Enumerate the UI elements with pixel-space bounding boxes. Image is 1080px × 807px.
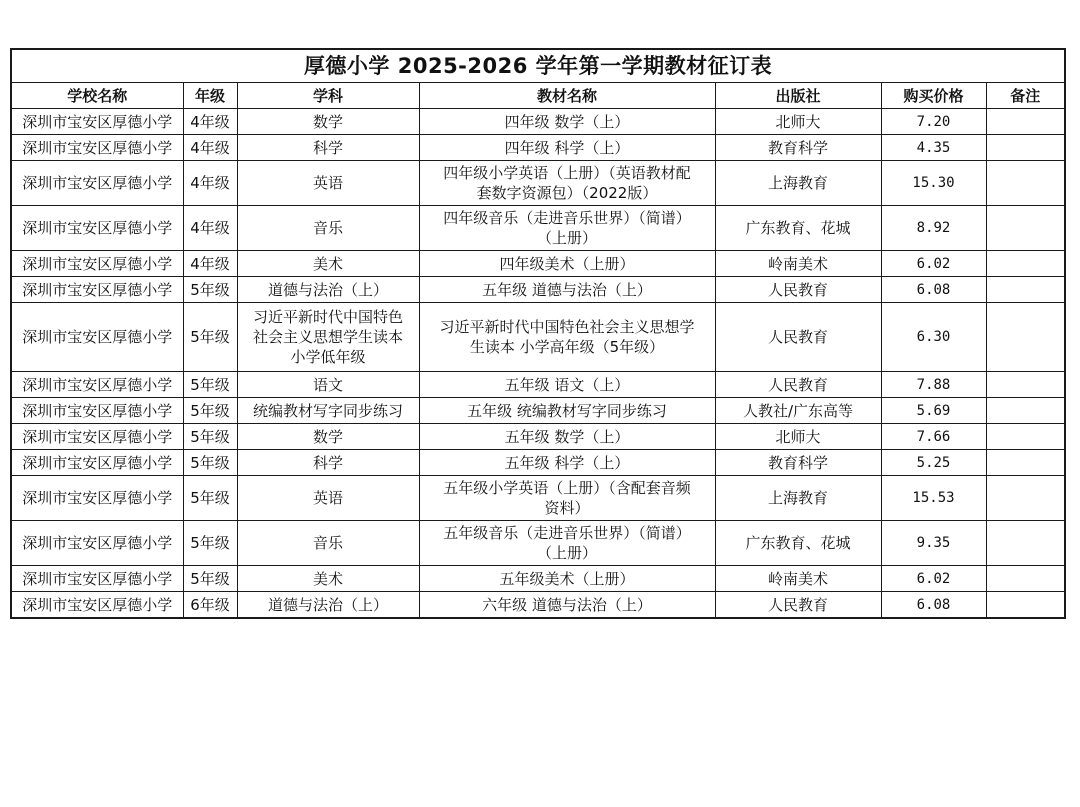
cell-price: 6.30	[881, 303, 986, 372]
cell-price: 6.02	[881, 251, 986, 277]
cell-grade: 5年级	[183, 476, 237, 521]
cell-grade: 4年级	[183, 161, 237, 206]
cell-textbook-line: 套数字资源包）（2022版）	[476, 184, 658, 202]
cell-grade: 5年级	[183, 372, 237, 398]
cell-textbook-line: 资料）	[544, 499, 590, 517]
cell-publisher: 上海教育	[715, 161, 881, 206]
cell-textbook	[419, 303, 715, 372]
cell-textbook	[419, 450, 715, 476]
cell-remark	[986, 450, 1065, 476]
column-header-row	[11, 83, 1065, 109]
cell-publisher: 人教社/广东高等	[715, 398, 881, 424]
cell-grade: 6年级	[183, 592, 237, 619]
cell-grade: 4年级	[183, 206, 237, 251]
table-row	[11, 592, 1065, 619]
cell-subject-line: 音乐	[312, 219, 343, 237]
cell-school: 深圳市宝安区厚德小学	[11, 135, 183, 161]
cell-remark	[986, 424, 1065, 450]
cell-remark	[986, 135, 1065, 161]
cell-subject	[237, 303, 419, 372]
cell-school: 深圳市宝安区厚德小学	[11, 592, 183, 619]
cell-textbook	[419, 109, 715, 135]
cell-textbook-line: 五年级小学英语（上册）（含配套音频	[443, 479, 691, 497]
cell-price: 5.25	[881, 450, 986, 476]
cell-school: 深圳市宝安区厚德小学	[11, 206, 183, 251]
cell-subject-line: 科学	[312, 138, 343, 157]
cell-textbook	[419, 476, 715, 521]
cell-subject	[237, 566, 419, 592]
cell-subject-line: 美术	[312, 569, 343, 588]
table-row	[11, 521, 1065, 566]
cell-subject	[237, 398, 419, 424]
cell-textbook-line: 五年级 道德与法治（上）	[482, 280, 652, 299]
cell-price: 15.30	[881, 161, 986, 206]
table-row	[11, 476, 1065, 521]
cell-remark	[986, 476, 1065, 521]
table-row	[11, 303, 1065, 372]
cell-school: 深圳市宝安区厚德小学	[11, 450, 183, 476]
cell-remark	[986, 109, 1065, 135]
textbook-order-table	[10, 48, 1066, 619]
cell-subject-line: 道德与法治（上）	[267, 595, 388, 614]
cell-textbook-line: 四年级 数学（上）	[504, 112, 630, 131]
sheet-title: 厚德小学 2025-2026 学年第一学期教材征订表	[11, 49, 1065, 83]
cell-grade: 5年级	[183, 424, 237, 450]
header-price: 购买价格	[881, 83, 986, 109]
cell-school: 深圳市宝安区厚德小学	[11, 566, 183, 592]
table-row	[11, 450, 1065, 476]
table-body	[11, 109, 1065, 619]
cell-textbook-line: （上册）	[536, 544, 597, 562]
cell-remark	[986, 592, 1065, 619]
cell-textbook-line: 四年级 科学（上）	[504, 138, 630, 157]
cell-price: 6.02	[881, 566, 986, 592]
cell-textbook-line: 四年级小学英语（上册）（英语教材配	[443, 164, 691, 182]
cell-price: 9.35	[881, 521, 986, 566]
cell-remark	[986, 566, 1065, 592]
cell-subject	[237, 450, 419, 476]
cell-textbook-line: 六年级 道德与法治（上）	[482, 595, 652, 614]
cell-textbook	[419, 592, 715, 619]
cell-subject-line: 科学	[312, 453, 343, 472]
cell-remark	[986, 398, 1065, 424]
header-remark: 备注	[986, 83, 1065, 109]
cell-remark	[986, 251, 1065, 277]
cell-textbook	[419, 251, 715, 277]
cell-price: 7.66	[881, 424, 986, 450]
cell-publisher: 上海教育	[715, 476, 881, 521]
cell-textbook	[419, 521, 715, 566]
cell-publisher: 人民教育	[715, 277, 881, 303]
cell-subject	[237, 476, 419, 521]
cell-textbook	[419, 135, 715, 161]
cell-price: 7.20	[881, 109, 986, 135]
cell-publisher: 人民教育	[715, 372, 881, 398]
cell-textbook-line: 四年级美术（上册）	[499, 254, 635, 273]
cell-price: 6.08	[881, 277, 986, 303]
cell-textbook-line: 五年级音乐（走进音乐世界）（简谱）	[443, 524, 691, 542]
cell-textbook-line: 生读本 小学高年级（5年级）	[469, 338, 665, 356]
cell-subject-line: 数学	[312, 427, 343, 446]
cell-grade: 4年级	[183, 251, 237, 277]
cell-subject	[237, 251, 419, 277]
table-row	[11, 135, 1065, 161]
cell-subject	[237, 277, 419, 303]
cell-price: 6.08	[881, 592, 986, 619]
cell-school: 深圳市宝安区厚德小学	[11, 476, 183, 521]
table-row	[11, 206, 1065, 251]
cell-subject	[237, 521, 419, 566]
cell-school: 深圳市宝安区厚德小学	[11, 424, 183, 450]
cell-subject-line: 习近平新时代中国特色	[252, 308, 403, 326]
cell-subject-line: 音乐	[312, 534, 343, 552]
cell-remark	[986, 372, 1065, 398]
cell-textbook	[419, 206, 715, 251]
header-grade: 年级	[183, 83, 237, 109]
cell-remark	[986, 206, 1065, 251]
cell-grade: 5年级	[183, 277, 237, 303]
cell-subject-line: 语文	[312, 375, 343, 394]
cell-school: 深圳市宝安区厚德小学	[11, 277, 183, 303]
header-school: 学校名称	[11, 83, 183, 109]
cell-textbook-line: 五年级 数学（上）	[504, 427, 630, 446]
cell-textbook-line: 五年级 统编教材写字同步练习	[467, 401, 667, 420]
cell-publisher: 广东教育、花城	[715, 521, 881, 566]
cell-textbook	[419, 424, 715, 450]
cell-publisher: 教育科学	[715, 135, 881, 161]
table-row	[11, 424, 1065, 450]
cell-publisher: 人民教育	[715, 303, 881, 372]
cell-subject	[237, 592, 419, 619]
cell-subject-line: 社会主义思想学生读本	[252, 328, 403, 346]
table-row	[11, 566, 1065, 592]
cell-subject-line: 统编教材写字同步练习	[252, 401, 403, 420]
table-row	[11, 251, 1065, 277]
cell-textbook-line: 五年级美术（上册）	[499, 569, 635, 588]
cell-publisher: 北师大	[715, 424, 881, 450]
cell-textbook-line: （上册）	[536, 229, 597, 247]
cell-school: 深圳市宝安区厚德小学	[11, 251, 183, 277]
cell-grade: 5年级	[183, 566, 237, 592]
table-row	[11, 109, 1065, 135]
cell-school: 深圳市宝安区厚德小学	[11, 372, 183, 398]
table-row	[11, 372, 1065, 398]
cell-subject	[237, 372, 419, 398]
cell-textbook	[419, 161, 715, 206]
cell-price: 4.35	[881, 135, 986, 161]
cell-publisher: 岭南美术	[715, 566, 881, 592]
cell-subject-line: 数学	[312, 112, 343, 131]
cell-grade: 5年级	[183, 521, 237, 566]
header-textbook: 教材名称	[419, 83, 715, 109]
cell-remark	[986, 161, 1065, 206]
cell-textbook-line: 习近平新时代中国特色社会主义思想学	[439, 318, 695, 336]
cell-grade: 4年级	[183, 135, 237, 161]
cell-school: 深圳市宝安区厚德小学	[11, 398, 183, 424]
cell-subject	[237, 109, 419, 135]
cell-remark	[986, 303, 1065, 372]
header-subject: 学科	[237, 83, 419, 109]
cell-textbook	[419, 372, 715, 398]
table-row	[11, 161, 1065, 206]
cell-school: 深圳市宝安区厚德小学	[11, 161, 183, 206]
table-row	[11, 398, 1065, 424]
cell-school: 深圳市宝安区厚德小学	[11, 109, 183, 135]
cell-textbook	[419, 277, 715, 303]
cell-subject	[237, 161, 419, 206]
cell-publisher: 广东教育、花城	[715, 206, 881, 251]
cell-price: 7.88	[881, 372, 986, 398]
cell-grade: 4年级	[183, 109, 237, 135]
cell-textbook	[419, 566, 715, 592]
cell-price: 15.53	[881, 476, 986, 521]
cell-subject	[237, 424, 419, 450]
cell-textbook-line: 五年级 语文（上）	[504, 375, 630, 394]
cell-remark	[986, 277, 1065, 303]
cell-publisher: 岭南美术	[715, 251, 881, 277]
cell-subject-line: 小学低年级	[290, 348, 366, 366]
cell-textbook-line: 四年级音乐（走进音乐世界）（简谱）	[443, 209, 691, 227]
cell-subject	[237, 135, 419, 161]
cell-subject-line: 英语	[312, 489, 343, 507]
cell-remark	[986, 521, 1065, 566]
cell-price: 5.69	[881, 398, 986, 424]
cell-publisher: 北师大	[715, 109, 881, 135]
cell-school: 深圳市宝安区厚德小学	[11, 521, 183, 566]
cell-textbook	[419, 398, 715, 424]
table-row	[11, 277, 1065, 303]
cell-grade: 5年级	[183, 303, 237, 372]
cell-price: 8.92	[881, 206, 986, 251]
cell-grade: 5年级	[183, 450, 237, 476]
cell-grade: 5年级	[183, 398, 237, 424]
cell-publisher: 教育科学	[715, 450, 881, 476]
cell-school: 深圳市宝安区厚德小学	[11, 303, 183, 372]
header-publisher: 出版社	[715, 83, 881, 109]
cell-textbook-line: 五年级 科学（上）	[504, 453, 630, 472]
cell-publisher: 人民教育	[715, 592, 881, 619]
cell-subject-line: 美术	[312, 254, 343, 273]
cell-subject-line: 英语	[312, 174, 343, 192]
cell-subject	[237, 206, 419, 251]
cell-subject-line: 道德与法治（上）	[267, 280, 388, 299]
